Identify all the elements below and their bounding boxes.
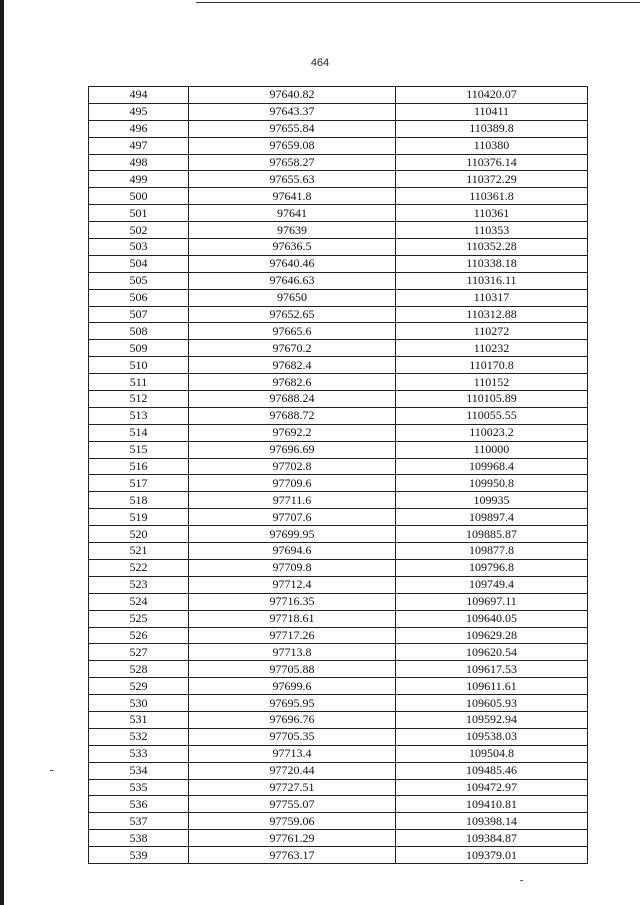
table-row — [89, 576, 588, 593]
x-coordinate-cell: 97641.8 — [189, 188, 396, 205]
y-coordinate-cell: 109877.8 — [396, 543, 588, 560]
table-row — [89, 627, 588, 644]
x-coordinate-cell: 97688.72 — [189, 407, 396, 424]
y-coordinate-cell: 110023.2 — [396, 424, 588, 441]
table-row — [89, 188, 588, 205]
y-coordinate-cell: 110411 — [396, 103, 588, 120]
table-row — [89, 137, 588, 154]
point-number-cell: 530 — [89, 695, 189, 712]
y-coordinate-cell: 110352.28 — [396, 239, 588, 256]
table-row — [89, 796, 588, 813]
point-number-cell: 515 — [89, 441, 189, 458]
y-coordinate-cell: 109640.05 — [396, 610, 588, 627]
table-row — [89, 424, 588, 441]
table-row — [89, 222, 588, 239]
x-coordinate-cell: 97705.35 — [189, 728, 396, 745]
table-row — [89, 205, 588, 222]
y-coordinate-cell: 110152 — [396, 374, 588, 391]
x-coordinate-cell: 97665.6 — [189, 323, 396, 340]
point-number-cell: 534 — [89, 762, 189, 779]
x-coordinate-cell: 97694.6 — [189, 543, 396, 560]
y-coordinate-cell: 110376.14 — [396, 154, 588, 171]
point-number-cell: 512 — [89, 391, 189, 408]
x-coordinate-cell: 97658.27 — [189, 154, 396, 171]
x-coordinate-cell: 97692.2 — [189, 424, 396, 441]
table-row — [89, 610, 588, 627]
point-number-cell: 518 — [89, 492, 189, 509]
point-number-cell: 513 — [89, 407, 189, 424]
table-row — [89, 847, 588, 864]
x-coordinate-cell: 97709.6 — [189, 475, 396, 492]
x-coordinate-cell: 97707.6 — [189, 509, 396, 526]
table-row — [89, 644, 588, 661]
table-row — [89, 407, 588, 424]
x-coordinate-cell: 97696.76 — [189, 711, 396, 728]
y-coordinate-cell: 109897.4 — [396, 509, 588, 526]
x-coordinate-cell: 97713.8 — [189, 644, 396, 661]
x-coordinate-cell: 97682.4 — [189, 357, 396, 374]
x-coordinate-cell: 97699.6 — [189, 678, 396, 695]
x-coordinate-cell: 97695.95 — [189, 695, 396, 712]
point-number-cell: 538 — [89, 830, 189, 847]
x-coordinate-cell: 97646.63 — [189, 272, 396, 289]
point-number-cell: 539 — [89, 847, 189, 864]
x-coordinate-cell: 97639 — [189, 222, 396, 239]
x-coordinate-cell: 97713.4 — [189, 745, 396, 762]
table-row — [89, 171, 588, 188]
y-coordinate-cell: 109620.54 — [396, 644, 588, 661]
table-row — [89, 678, 588, 695]
point-number-cell: 507 — [89, 306, 189, 323]
scan-mark — [50, 770, 53, 771]
y-coordinate-cell: 109749.4 — [396, 576, 588, 593]
table-row — [89, 255, 588, 272]
x-coordinate-cell: 97670.2 — [189, 340, 396, 357]
y-coordinate-cell: 109605.93 — [396, 695, 588, 712]
table-row — [89, 762, 588, 779]
table-row — [89, 239, 588, 256]
point-number-cell: 536 — [89, 796, 189, 813]
table-row — [89, 306, 588, 323]
table-row — [89, 559, 588, 576]
table-row — [89, 813, 588, 830]
table-row — [89, 272, 588, 289]
point-number-cell: 517 — [89, 475, 189, 492]
table-row — [89, 475, 588, 492]
table-row — [89, 87, 588, 104]
page-number: 464 — [310, 57, 330, 69]
table-row — [89, 509, 588, 526]
point-number-cell: 510 — [89, 357, 189, 374]
x-coordinate-cell: 97640.46 — [189, 255, 396, 272]
table-row — [89, 593, 588, 610]
table-row — [89, 526, 588, 543]
table-row — [89, 154, 588, 171]
table-row — [89, 340, 588, 357]
point-number-cell: 529 — [89, 678, 189, 695]
point-number-cell: 496 — [89, 120, 189, 137]
y-coordinate-cell: 109885.87 — [396, 526, 588, 543]
table-row — [89, 543, 588, 560]
point-number-cell: 508 — [89, 323, 189, 340]
x-coordinate-cell: 97655.63 — [189, 171, 396, 188]
x-coordinate-cell: 97763.17 — [189, 847, 396, 864]
point-number-cell: 525 — [89, 610, 189, 627]
x-coordinate-cell: 97712.4 — [189, 576, 396, 593]
y-coordinate-cell: 110389.8 — [396, 120, 588, 137]
y-coordinate-cell: 110317 — [396, 289, 588, 306]
y-coordinate-cell: 109379.01 — [396, 847, 588, 864]
x-coordinate-cell: 97636.5 — [189, 239, 396, 256]
x-coordinate-cell: 97759.06 — [189, 813, 396, 830]
table-row — [89, 323, 588, 340]
point-number-cell: 500 — [89, 188, 189, 205]
point-number-cell: 528 — [89, 661, 189, 678]
x-coordinate-cell: 97696.69 — [189, 441, 396, 458]
x-coordinate-cell: 97702.8 — [189, 458, 396, 475]
y-coordinate-cell: 109697.11 — [396, 593, 588, 610]
point-number-cell: 499 — [89, 171, 189, 188]
table-row — [89, 711, 588, 728]
point-number-cell: 527 — [89, 644, 189, 661]
y-coordinate-cell: 109472.97 — [396, 779, 588, 796]
x-coordinate-cell: 97652.65 — [189, 306, 396, 323]
point-number-cell: 524 — [89, 593, 189, 610]
header-rule — [196, 2, 640, 3]
x-coordinate-cell: 97641 — [189, 205, 396, 222]
table-row — [89, 120, 588, 137]
point-number-cell: 495 — [89, 103, 189, 120]
x-coordinate-cell: 97699.95 — [189, 526, 396, 543]
y-coordinate-cell: 110372.29 — [396, 171, 588, 188]
x-coordinate-cell: 97727.51 — [189, 779, 396, 796]
x-coordinate-cell: 97705.88 — [189, 661, 396, 678]
y-coordinate-cell: 110000 — [396, 441, 588, 458]
y-coordinate-cell: 110232 — [396, 340, 588, 357]
x-coordinate-cell: 97709.8 — [189, 559, 396, 576]
point-number-cell: 521 — [89, 543, 189, 560]
table-row — [89, 441, 588, 458]
x-coordinate-cell: 97717.26 — [189, 627, 396, 644]
point-number-cell: 533 — [89, 745, 189, 762]
point-number-cell: 532 — [89, 728, 189, 745]
x-coordinate-cell: 97682.6 — [189, 374, 396, 391]
y-coordinate-cell: 109410.81 — [396, 796, 588, 813]
y-coordinate-cell: 109611.61 — [396, 678, 588, 695]
point-number-cell: 504 — [89, 255, 189, 272]
table-row — [89, 289, 588, 306]
table-row — [89, 374, 588, 391]
point-number-cell: 531 — [89, 711, 189, 728]
point-number-cell: 516 — [89, 458, 189, 475]
y-coordinate-cell: 109398.14 — [396, 813, 588, 830]
y-coordinate-cell: 110105.89 — [396, 391, 588, 408]
y-coordinate-cell: 109629.28 — [396, 627, 588, 644]
x-coordinate-cell: 97643.37 — [189, 103, 396, 120]
point-number-cell: 505 — [89, 272, 189, 289]
point-number-cell: 537 — [89, 813, 189, 830]
point-number-cell: 523 — [89, 576, 189, 593]
coordinate-table-body — [89, 87, 588, 864]
table-row — [89, 830, 588, 847]
x-coordinate-cell: 97720.44 — [189, 762, 396, 779]
x-coordinate-cell: 97655.84 — [189, 120, 396, 137]
page-left-edge — [0, 0, 4, 905]
y-coordinate-cell: 110316.11 — [396, 272, 588, 289]
x-coordinate-cell: 97688.24 — [189, 391, 396, 408]
y-coordinate-cell: 109504.8 — [396, 745, 588, 762]
coordinate-table — [88, 86, 588, 864]
table-row — [89, 728, 588, 745]
point-number-cell: 522 — [89, 559, 189, 576]
y-coordinate-cell: 110420.07 — [396, 87, 588, 104]
point-number-cell: 511 — [89, 374, 189, 391]
table-row — [89, 661, 588, 678]
y-coordinate-cell: 110055.55 — [396, 407, 588, 424]
y-coordinate-cell: 109935 — [396, 492, 588, 509]
x-coordinate-cell: 97711.6 — [189, 492, 396, 509]
table-row — [89, 391, 588, 408]
point-number-cell: 509 — [89, 340, 189, 357]
x-coordinate-cell: 97718.61 — [189, 610, 396, 627]
y-coordinate-cell: 110361.8 — [396, 188, 588, 205]
y-coordinate-cell: 110170.8 — [396, 357, 588, 374]
point-number-cell: 506 — [89, 289, 189, 306]
table-row — [89, 492, 588, 509]
point-number-cell: 502 — [89, 222, 189, 239]
table-row — [89, 745, 588, 762]
point-number-cell: 520 — [89, 526, 189, 543]
x-coordinate-cell: 97650 — [189, 289, 396, 306]
y-coordinate-cell: 109485.46 — [396, 762, 588, 779]
table-row — [89, 695, 588, 712]
point-number-cell: 519 — [89, 509, 189, 526]
x-coordinate-cell: 97659.08 — [189, 137, 396, 154]
point-number-cell: 501 — [89, 205, 189, 222]
x-coordinate-cell: 97716.35 — [189, 593, 396, 610]
x-coordinate-cell: 97640.82 — [189, 87, 396, 104]
point-number-cell: 498 — [89, 154, 189, 171]
point-number-cell: 497 — [89, 137, 189, 154]
y-coordinate-cell: 109950.8 — [396, 475, 588, 492]
y-coordinate-cell: 110361 — [396, 205, 588, 222]
y-coordinate-cell: 109592.94 — [396, 711, 588, 728]
table-row — [89, 357, 588, 374]
y-coordinate-cell: 109538.03 — [396, 728, 588, 745]
y-coordinate-cell: 110338.18 — [396, 255, 588, 272]
y-coordinate-cell: 109617.53 — [396, 661, 588, 678]
scan-mark — [520, 880, 523, 881]
x-coordinate-cell: 97755.07 — [189, 796, 396, 813]
table-row — [89, 458, 588, 475]
point-number-cell: 526 — [89, 627, 189, 644]
y-coordinate-cell: 109384.87 — [396, 830, 588, 847]
table-row — [89, 103, 588, 120]
point-number-cell: 535 — [89, 779, 189, 796]
x-coordinate-cell: 97761.29 — [189, 830, 396, 847]
point-number-cell: 514 — [89, 424, 189, 441]
y-coordinate-cell: 110272 — [396, 323, 588, 340]
y-coordinate-cell: 110353 — [396, 222, 588, 239]
point-number-cell: 494 — [89, 87, 189, 104]
y-coordinate-cell: 110380 — [396, 137, 588, 154]
point-number-cell: 503 — [89, 239, 189, 256]
table-row — [89, 779, 588, 796]
y-coordinate-cell: 110312.88 — [396, 306, 588, 323]
y-coordinate-cell: 109796.8 — [396, 559, 588, 576]
y-coordinate-cell: 109968.4 — [396, 458, 588, 475]
